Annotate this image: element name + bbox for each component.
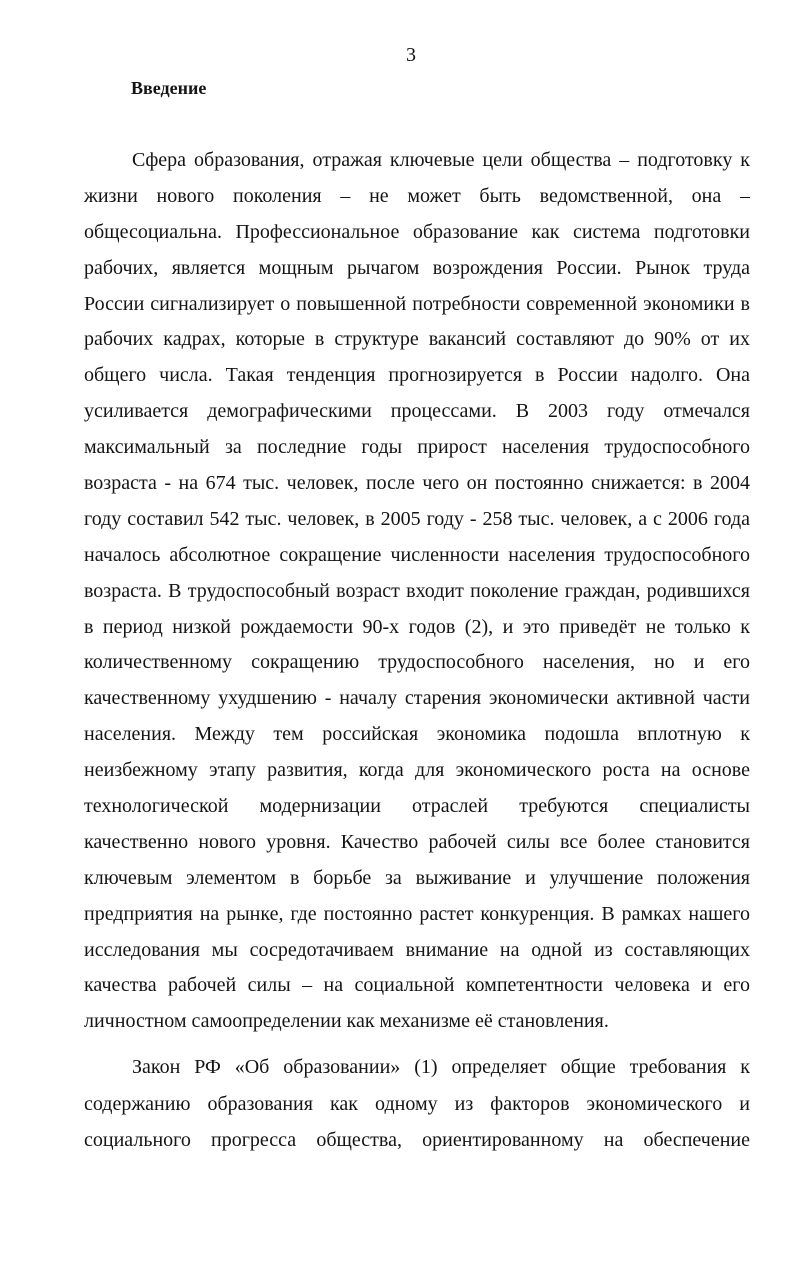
- text-line: возраста. В трудоспособный возраст входит поколение граждан, родившихся: [84, 579, 750, 602]
- text-line: рабочих, является мощным рычагом возрождения России. Рынок труда: [84, 256, 750, 279]
- text-line: жизни нового поколения – не может быть ведомственной, она –: [84, 184, 750, 207]
- text-line: общесоциальна. Профессиональное образование как система подготовки: [84, 220, 750, 243]
- text-line: социального прогресса общества, ориентированному на обеспечение: [84, 1129, 750, 1151]
- text-line: усиливается демографическими процессами. В 2003 году отмечался: [84, 400, 750, 423]
- text-line: ключевым элементом в борьбе за выживание и улучшение положения: [84, 866, 750, 889]
- text-line: исследования мы сосредотачиваем внимание на одной из составляющих: [84, 938, 750, 961]
- text-line: Сфера образования, отражая ключевые цели общества – подготовку к: [132, 149, 750, 171]
- text-line: населения. Между тем российская экономика подошла вплотную к: [84, 723, 750, 746]
- paragraph-2: [84, 1049, 750, 1159]
- text-line: началось абсолютное сокращение численности населения трудоспособного: [84, 543, 750, 566]
- text-line: предприятия на рынке, где постоянно растет конкуренция. В рамках нашего: [84, 902, 750, 925]
- text-line: количественному сокращению трудоспособного населения, но и его: [84, 651, 750, 674]
- text-line: возраста - на 674 тыс. человек, после чего он постоянно снижается: в 2004: [84, 472, 750, 495]
- text-line: году составил 542 тыс. человек, в 2005 году - 258 тыс. человек, а с 2006 года: [84, 507, 750, 530]
- text-line: России сигнализирует о повышенной потребности современной экономики в: [84, 292, 750, 315]
- text-line: качественному ухудшению - началу старения экономически активной части: [84, 687, 750, 710]
- page-number: 3: [406, 44, 416, 66]
- text-line: технологической модернизации отраслей требуются специалисты: [84, 795, 750, 818]
- text-line: неизбежному этапу развития, когда для экономического роста на основе: [84, 759, 750, 782]
- text-line: качественно нового уровня. Качество рабочей силы все более становится: [84, 830, 750, 853]
- paragraph-1: [84, 143, 750, 1040]
- text-line: максимальный за последние годы прирост населения трудоспособного: [84, 436, 750, 459]
- text-line: в период низкой рождаемости 90-х годов (2), и это приведёт не только к: [84, 615, 750, 638]
- text-line: личностном самоопределении как механизме её становления.: [84, 1010, 609, 1033]
- section-heading: Введение: [131, 78, 207, 98]
- text-line: Закон РФ «Об образовании» (1) определяет общие требования к: [132, 1056, 750, 1078]
- text-line: общего числа. Такая тенденция прогнозируется в России надолго. Она: [84, 364, 750, 387]
- text-line: рабочих кадрах, которые в структуре вакансий составляют до 90% от их: [84, 328, 750, 351]
- text-line: качества рабочей силы – на социальной компетентности человека и его: [84, 974, 750, 997]
- text-line: содержанию образования как одному из факторов экономического и: [84, 1092, 750, 1115]
